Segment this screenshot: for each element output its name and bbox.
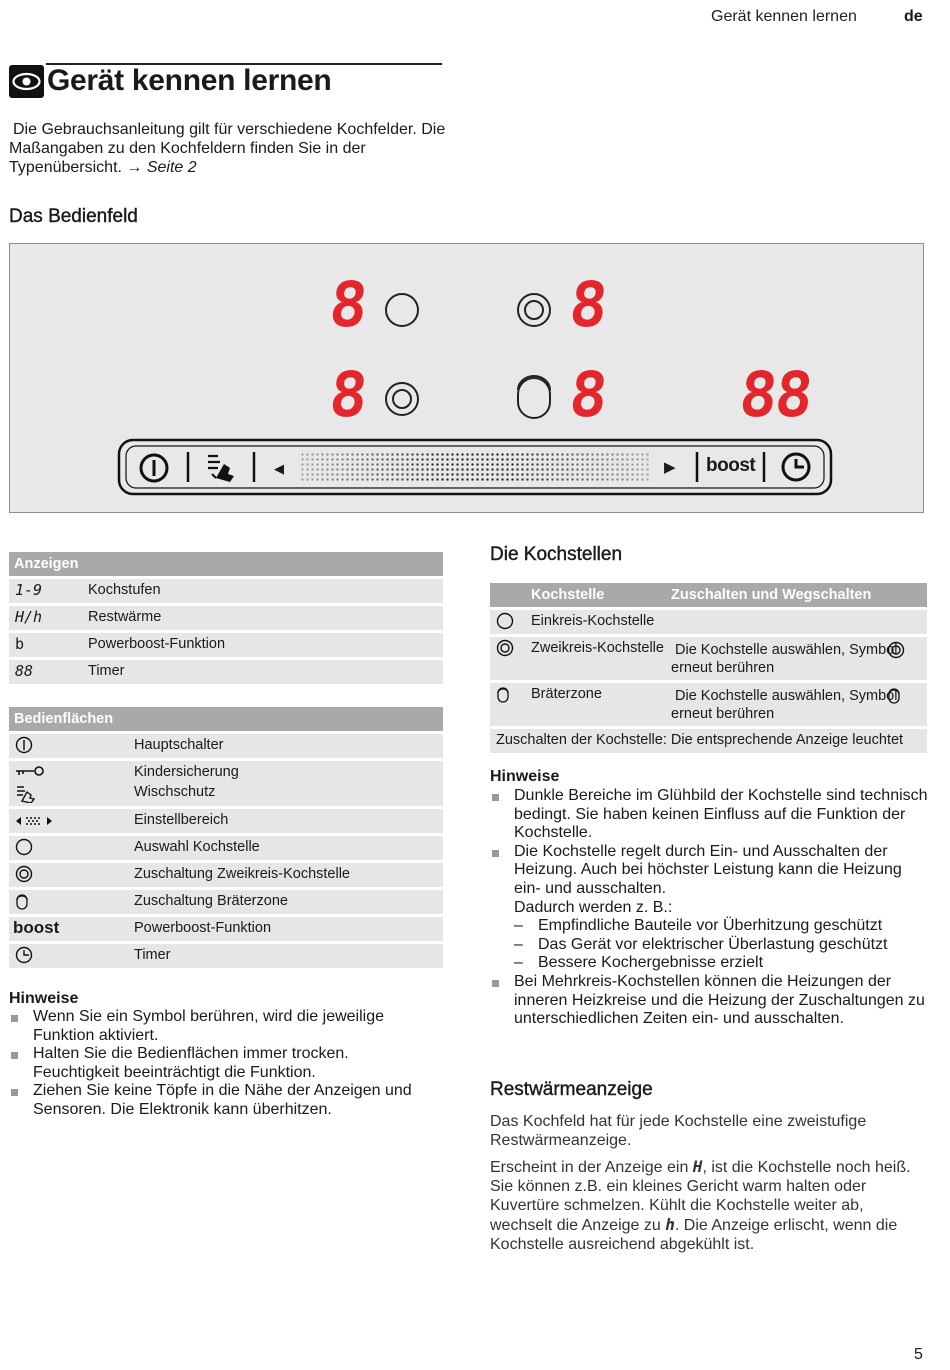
control-label: Auswahl Kochstelle bbox=[134, 839, 260, 855]
power-level-slider[interactable] bbox=[300, 452, 650, 482]
boost-symbol: boost bbox=[13, 918, 60, 937]
display-label: Restwärme bbox=[88, 609, 162, 625]
display-label: Powerboost-Funktion bbox=[88, 636, 226, 652]
page-title: Gerät kennen lernen bbox=[47, 64, 332, 97]
timer-clock-icon[interactable] bbox=[780, 451, 812, 488]
displays-table bbox=[9, 552, 443, 684]
header-section: Gerät kennen lernen bbox=[711, 8, 857, 25]
display-label: Timer bbox=[88, 663, 125, 679]
list-item: Ziehen Sie keine Töpfe in die Nähe der Anzeigen und Sensoren. Die Elektronik kann überhitzen. bbox=[9, 1082, 439, 1119]
wipe-protection-icon bbox=[15, 783, 37, 807]
control-label: Timer bbox=[134, 947, 171, 963]
boost-button[interactable]: boost bbox=[706, 455, 756, 476]
display-symbol-boost: b bbox=[15, 635, 25, 653]
section-heading-bedienfeld: Das Bedienfeld bbox=[9, 206, 138, 227]
notes-list-left bbox=[9, 1008, 439, 1120]
list-item: Dunkle Bereiche im Glühbild der Kochstelle sind technisch bedingt. Sie haben keinen Einfluss auf die Funktion der Kochstelle. bbox=[490, 787, 930, 843]
symbol-h: h bbox=[665, 1215, 675, 1234]
control-label: Powerboost-Funktion bbox=[134, 920, 272, 936]
table-row bbox=[9, 890, 443, 914]
dash-item: – Bessere Kochergebnisse erzielt bbox=[514, 954, 930, 973]
paragraph-text: . Die Anzeige erlischt, wenn die Kochstelle ausreichend abgekühlt ist. bbox=[490, 1217, 898, 1253]
controls-table-heading: Bedienflächen bbox=[9, 707, 443, 731]
cooking-zones-table-header bbox=[490, 583, 927, 607]
table-row bbox=[9, 809, 443, 833]
list-item: Wenn Sie ein Symbol berühren, wird die jeweilige Funktion aktiviert. bbox=[9, 1008, 439, 1045]
displays-table-heading: Anzeigen bbox=[9, 552, 443, 576]
zone-name: Einkreis-Kochstelle bbox=[531, 613, 655, 629]
control-label: Einstellbereich bbox=[134, 812, 229, 828]
table-row bbox=[9, 660, 443, 684]
table-row bbox=[9, 633, 443, 657]
section-heading-restwaerme: Restwärmeanzeige bbox=[490, 1079, 653, 1100]
double-circle-icon bbox=[496, 639, 514, 661]
roaster-icon bbox=[496, 685, 510, 709]
led-timer-display: 88 bbox=[736, 358, 815, 431]
list-item-text: Die Kochstelle regelt durch Ein- und Ausschalten der Heizung. Auch bei höchster Leistung kann die Heizung ein- und ausschalten. bbox=[514, 842, 902, 897]
dash-item: – Das Gerät vor elektrischer Überlastung geschützt bbox=[514, 936, 930, 955]
cooking-zones-table bbox=[490, 583, 927, 753]
column-header-action: Zuschalten und Wegschalten bbox=[671, 587, 872, 603]
table-row bbox=[9, 836, 443, 860]
table-row bbox=[9, 606, 443, 630]
zone-action: Die Kochstelle auswählen, Symbol bbox=[675, 642, 898, 658]
header-language: de bbox=[904, 8, 923, 25]
eye-icon bbox=[9, 65, 44, 98]
page-reference-link[interactable]: Seite 2 bbox=[146, 159, 197, 176]
list-item-text: Dadurch werden z. B.: bbox=[514, 898, 673, 916]
table-row bbox=[490, 610, 927, 634]
led-display-bottom-left: 8 bbox=[326, 358, 372, 431]
display-symbol-timer: 88 bbox=[15, 662, 34, 680]
single-circle-icon bbox=[496, 612, 514, 634]
table-row bbox=[490, 637, 927, 680]
table-row bbox=[490, 729, 927, 753]
paragraph-text: Erscheint in der Anzeige ein bbox=[490, 1159, 689, 1176]
list-item: Halten Sie die Bedienflächen immer trocken. Feuchtigkeit beeinträchtigt die Funktion. bbox=[9, 1045, 439, 1082]
control-label: Zuschaltung Bräterzone bbox=[134, 893, 288, 909]
display-symbol-levels: 1-9 bbox=[15, 581, 43, 599]
slider-icon bbox=[15, 814, 53, 832]
controls-table bbox=[9, 707, 443, 968]
control-panel-illustration bbox=[9, 243, 924, 513]
control-label: Kindersicherung bbox=[134, 764, 239, 780]
zone-action-continued: erneut berühren bbox=[671, 660, 775, 676]
notes-heading-right: Hinweise bbox=[490, 768, 560, 785]
dash-item: – Empfindliche Bauteile vor Überhitzung geschützt bbox=[514, 917, 930, 936]
roaster-icon bbox=[15, 892, 29, 916]
display-symbol-residual-heat: H/h bbox=[15, 608, 43, 626]
page-number: 5 bbox=[914, 1346, 923, 1363]
table-row bbox=[9, 863, 443, 887]
table-row bbox=[9, 761, 443, 806]
led-display-bottom-right: 8 bbox=[566, 358, 612, 431]
control-label: Wischschutz bbox=[134, 784, 216, 800]
display-label: Kochstufen bbox=[88, 582, 161, 598]
power-icon bbox=[15, 736, 33, 758]
zone-action-continued: erneut berühren bbox=[671, 706, 775, 722]
table-row bbox=[490, 683, 927, 726]
residual-heat-paragraph-1: Das Kochfeld hat für jede Kochstelle eine zweistufige Restwärmeanzeige. bbox=[490, 1113, 867, 1149]
slider-right-arrow-icon[interactable]: ▶ bbox=[664, 459, 676, 476]
table-row bbox=[9, 734, 443, 758]
table-footer-note: Zuschalten der Kochstelle: Die entsprechende Anzeige leuchtet bbox=[496, 732, 904, 748]
notes-list-right bbox=[490, 787, 930, 1029]
table-row bbox=[9, 579, 443, 603]
list-item: Bei Mehrkreis-Kochstellen können die Heizungen der inneren Heizkreise und die Heizung der Zuschaltungen zu unterschiedlichen Zeiten ein- und ausschalten. bbox=[490, 973, 930, 1029]
table-row bbox=[9, 917, 443, 941]
symbol-H: H bbox=[692, 1157, 703, 1176]
wipe-protection-icon[interactable] bbox=[204, 450, 240, 489]
control-label: Hauptschalter bbox=[134, 737, 224, 753]
clock-icon bbox=[15, 946, 33, 968]
zone-name: Zweikreis-Kochstelle bbox=[531, 640, 664, 656]
single-circle-icon bbox=[15, 838, 33, 860]
slider-left-arrow-icon[interactable]: ◀ bbox=[274, 461, 284, 476]
section-heading-kochstellen: Die Kochstellen bbox=[490, 544, 623, 565]
double-circle-icon bbox=[887, 641, 905, 663]
zone-name: Bräterzone bbox=[531, 686, 602, 702]
paragraph-text: , ist die Kochstelle noch heiß. Sie können z.B. ein kleines Gericht warm halten oder Kuvertüre schmelzen. Kühlt die Kochstelle weiter ab, wechselt die Anzeige zu bbox=[490, 1159, 911, 1234]
list-item bbox=[490, 843, 930, 973]
residual-heat-paragraph-2 bbox=[490, 1157, 920, 1254]
roaster-icon bbox=[887, 686, 901, 710]
column-header-zone: Kochstelle bbox=[531, 587, 605, 603]
zone-action: Die Kochstelle auswählen, Symbol bbox=[675, 688, 898, 704]
intro-text: Die Gebrauchsanleitung gilt für verschiedene Kochfelder. Die Maßangaben zu den Kochfeldern finden Sie in der Typenübersicht. bbox=[9, 121, 446, 176]
double-circle-icon bbox=[15, 865, 33, 887]
led-display-top-left: 8 bbox=[326, 268, 372, 341]
arrow-icon: → bbox=[126, 159, 143, 176]
key-icon bbox=[15, 765, 45, 783]
table-row bbox=[9, 944, 443, 968]
intro-paragraph bbox=[9, 120, 449, 177]
power-icon[interactable] bbox=[138, 452, 170, 489]
notes-heading-left: Hinweise bbox=[9, 990, 79, 1007]
control-label: Zuschaltung Zweikreis-Kochstelle bbox=[134, 866, 350, 882]
led-display-top-right: 8 bbox=[566, 268, 612, 341]
